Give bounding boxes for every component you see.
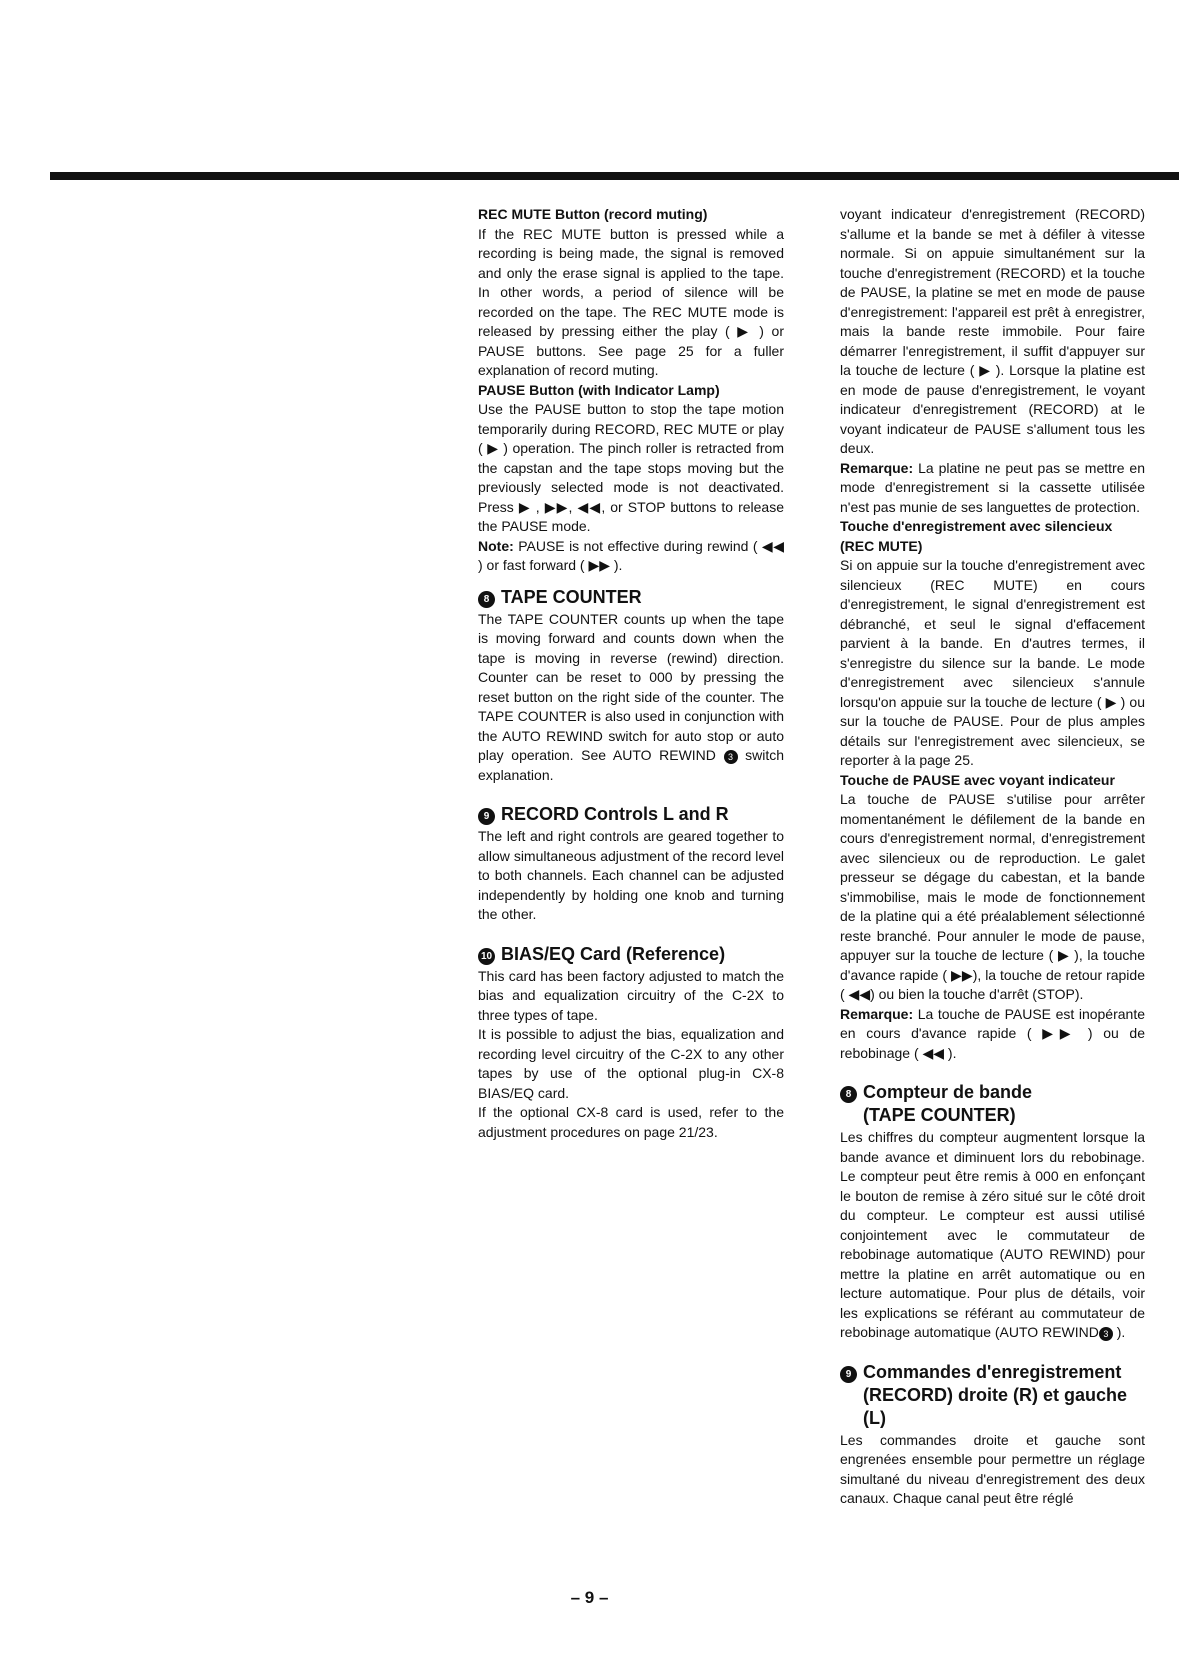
section-number-badge: 8 <box>840 1086 857 1103</box>
remark-label: Remarque: <box>840 459 914 476</box>
section-9-heading-fr <box>840 1361 1145 1430</box>
section-title-line-2: (TAPE COUNTER) <box>863 1105 1016 1125</box>
section-number-badge: 9 <box>840 1366 857 1383</box>
section-8-text-a: The TAPE COUNTER counts up when the tape is moving forward and counts down when the tape is moving in reverse (rewind) direction. Counter can be reset to 000 by pressing the reset button on the right side of the counter. The TAPE COUNTER is also used in conjunction with the AUTO REWIND switch for auto stop or auto play operation. See AUTO REWIND <box>478 610 784 763</box>
section-title-line-1: Commandes d'enregistrement <box>863 1361 1122 1382</box>
pause-text: Use the PAUSE button to stop the tape motion temporarily during RECORD, REC MUTE or play ( ▶ ) operation. The pinch roller is retracted from the capstan and the tape stops moving but the previously selected mode is not deactivated. Press ▶ , ▶▶, ◀◀, or STOP buttons to release the PAUSE mode. <box>478 401 784 534</box>
pause-text-fr: La touche de PAUSE s'utilise pour arrêter momentanément le défilement de la bande en cours d'enregistrement normal, d'enregistrement avec silencieux ou de reproduction. Le galet presseur se dégage du cabestan, et la bande s'immobilise, mais le mode de fonctionnement de la platine qui a été préalablement sélectionné reste branché. Pour annuler le mode de pause, appuyer sur la touche de lecture ( ▶ ), la touche d'avance rapide ( ▶▶), la touche de retour rapide ( ◀◀) ou bien la touche d'arrêt (STOP). <box>840 791 1145 1002</box>
section-number-badge: 9 <box>478 808 495 825</box>
section-10-heading <box>478 943 784 966</box>
section-8-text-b: switch explanation. <box>478 747 784 783</box>
section-10-text-1: This card has been factory adjusted to match the bias and equalization circuitry of the C-2X to three types of tape. <box>478 967 784 1023</box>
header-rule <box>50 172 1179 180</box>
intro-text: voyant indicateur d'enregistrement (RECORD) s'allume et la bande se met à défiler à vitesse normale. Si on appuie simultanément sur la touche d'enregistrement (RECORD) et la touche de PAUSE, la platine se met en mode de pause d'enregistrement: l'appareil est prêt à enregistrer, mais la bande reste immobile. Pour faire démarrer l'enregistrement, il suffit d'appuyer sur la touche de lecture ( ▶ ). Lorsque la platine est en mode de pause d'enregistrement, le voyant indicateur d'enregistrement (RECORD) at le voyant indicateur de PAUSE s'allument tous les deux. <box>840 206 1145 456</box>
pause-heading: PAUSE Button (with Indicator Lamp) <box>478 381 720 398</box>
section-9-text: The left and right controls are geared together to allow simultaneous adjustment of the record level to both channels. Each channel can be adjusted independently by holding one knob and turning the other. <box>478 828 784 922</box>
section-10-text-3: If the optional CX-8 card is used, refer to the adjustment procedures on page 21/23. <box>478 1104 784 1140</box>
section-10-text-2: It is possible to adjust the bias, equalization and recording level circuitry of the C-2X to any other tapes by use of the optional plug-in CX-8 BIAS/EQ card. <box>478 1026 784 1101</box>
right-column <box>840 205 1145 1509</box>
rec-mute-heading-fr: Touche d'enregistrement avec silencieux (REC MUTE) <box>840 518 1113 554</box>
section-9-heading <box>478 803 784 826</box>
section-8-text-a: Les chiffres du compteur augmentent lorsque la bande avance et diminuent lors du rebobinage. Le compteur peut être remis à 000 en enfonçant le bouton de remise à zéro situé sur le côté droit du compteur. Le compteur est aussi utilisé conjointement avec le commutateur de rebobinage automatique (AUTO REWIND) pour mettre la platine en arrêt automatique ou en lecture automatique. Pour plus de détails, voir les explications se référant au commutateur de rebobinage automatique (AUTO REWIND <box>840 1129 1145 1340</box>
page-number: – 9 – <box>570 1588 609 1607</box>
section-title-line-2: (RECORD) droite (R) et gauche (L) <box>863 1384 1128 1428</box>
section-title-line-1: Compteur de bande <box>863 1082 1033 1102</box>
rec-mute-text-fr: Si on appuie sur la touche d'enregistrement avec silencieux (REC MUTE) en cours d'enregistrement, le signal d'enregistrement est débranché, et seul le signal d'effacement parvient à la bande. En d'autres termes, il s'enregistre du silence sur la bande. Le mode d'enregistrement avec silencieux s'annule lorsqu'on appuie sur la touche de lecture ( ▶ ) ou sur la touche de PAUSE. Pour de plus amples détails sur l'enregistrement avec silencieux, se reporter à la page 25. <box>840 557 1145 768</box>
rec-mute-heading: REC MUTE Button (record muting) <box>478 206 708 222</box>
section-9-text-fr: Les commandes droite et gauche sont engrenées ensemble pour permettre un réglage simultané du niveau d'enregistrement des deux canaux. Chaque canal peut être réglé <box>840 1431 1145 1506</box>
section-title: BIAS/EQ Card (Reference) <box>501 943 726 964</box>
section-title: RECORD Controls L and R <box>501 804 729 824</box>
pause-heading-fr: Touche de PAUSE avec voyant indicateur <box>840 771 1115 788</box>
note-text: PAUSE is not effective during rewind ( ◀◀ ) or fast forward ( ▶▶ ). <box>478 537 784 573</box>
section-8-heading <box>478 586 784 609</box>
remark-1 <box>840 459 1145 518</box>
remark-label: Remarque: <box>840 1005 914 1022</box>
section-8-heading-fr <box>840 1081 1145 1127</box>
section-8-text <box>478 610 784 786</box>
section-number-badge: 8 <box>478 591 495 608</box>
remark-text: La platine ne peut pas se mettre en mode d'enregistrement si la cassette utilisée n'est pas munie de ses languettes de protection. <box>840 459 1145 515</box>
remark-text: La touche de PAUSE est inopérante en cours d'avance rapide ( ▶▶ ) ou de rebobinage ( ◀◀ ). <box>840 1005 1145 1061</box>
ref-number-badge: 3 <box>1099 1327 1113 1341</box>
ref-number-badge: 3 <box>724 750 738 764</box>
left-column <box>478 205 784 1142</box>
pause-note <box>478 537 784 576</box>
remark-2 <box>840 1005 1145 1064</box>
rec-mute-text: If the REC MUTE button is pressed while a recording is being made, the signal is removed and only the erase signal is applied to the tape. In other words, a period of silence will be recorded on the tape. The REC MUTE mode is released by pressing either the play ( ▶ ) or PAUSE buttons. See page 25 for a fuller explanation of record muting. <box>478 225 784 378</box>
section-8-text-b: ). <box>1112 1324 1126 1340</box>
section-number-badge: 10 <box>478 948 495 965</box>
section-8-text-fr <box>840 1128 1145 1343</box>
note-label: Note: <box>478 537 514 554</box>
section-title: TAPE COUNTER <box>501 586 642 607</box>
